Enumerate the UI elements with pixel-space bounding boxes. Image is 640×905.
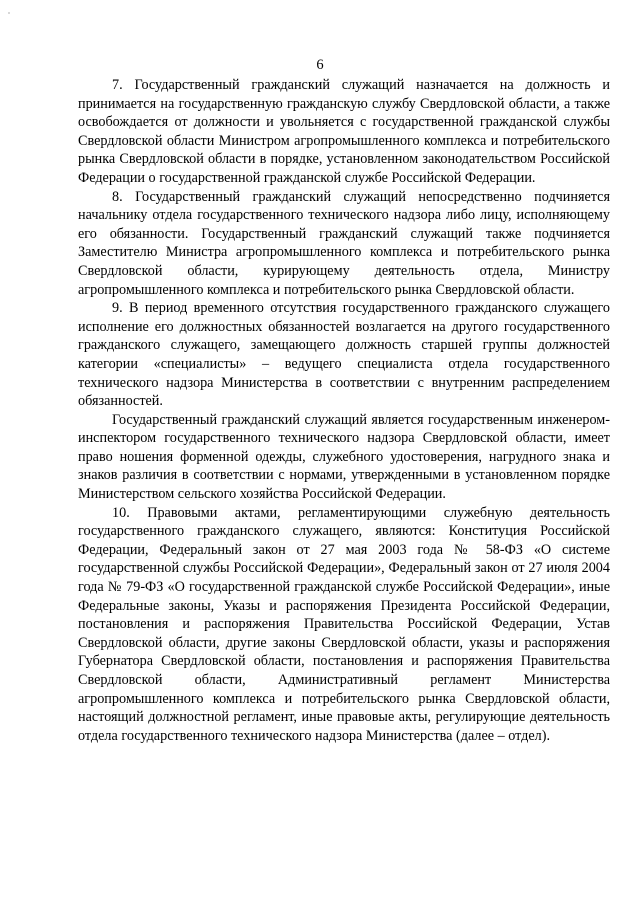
page-number: 6 [316,57,324,73]
paragraph-10: 10. Правовыми актами, регламентирующими служебную деятельность государственного гражданского служащего, являются: Конституция Российской Федерации, Федеральный закон от 27 мая 2003 года № 58-ФЗ «О системе государственной службы Российской Федерации», Федеральный закон от 27 июля 2004 года № 79-ФЗ «О государственной гражданской службе Российской Федерации», иные Федеральные законы, Указы и распоряжения Президента Российской Федерации, постановления и распоряжения Правительства Российской Федерации, Устав Свердловской области, другие законы Свердловской области, указы и распоряжения Губернатора Свердловской области, постановления и распоряжения Правительства Свердловской области, Административный регламент Министерства агропромышленного комплекса и потребительского рынка Свердловской области, настоящий должностной регламент, иные правовые акты, регулирующие деятельность отдела государственного технического надзора Министерства (далее – отдел). [78,504,610,744]
paragraph-7: 7. Государственный гражданский служащий назначается на должность и принимается на государственную гражданскую службу Свердловской области, а также освобождается от должности и увольняется с государственной гражданской службы Свердловской области Министром агропромышленного комплекса и потребительского рынка Свердловской области в порядке, установленном законодательством Российской Федерации о государственной гражданской службе Российской Федерации. [78,77,610,186]
scan-speck [8,12,10,14]
document-body [78,76,610,745]
paragraph-9: 9. В период временного отсутствия государственного гражданского служащего исполнение его должностных обязанностей возлагается на другого государственного гражданского служащего, замещающего должность старшей группы должностей категории «специалисты» – ведущего специалиста отдела государственного технического надзора Министерства в соответствии с внутренним распределением обязанностей. [78,300,610,410]
paragraph-inspector-status: Государственный гражданский служащий является государственным инженером-инспектором государственного технического надзора Свердловской области, имеет право ношения форменной одежды, служебного удостоверения, нагрудного знака и знаков различия в соответствии с нормами, утвержденными в установленном порядке Министерством сельского хозяйства Российской Федерации. [78,411,610,503]
paragraph-8: 8. Государственный гражданский служащий непосредственно подчиняется начальнику отдела государственного технического надзора либо лицу, исполняющему его обязанности. Государственный гражданский служащий также подчиняется Заместителю Министра агропромышленного комплекса и потребительского рынка Свердловской области, курирующему деятельность отдела, Министру агропромышленного комплекса и потребительского рынка Свердловской области. [78,188,610,298]
